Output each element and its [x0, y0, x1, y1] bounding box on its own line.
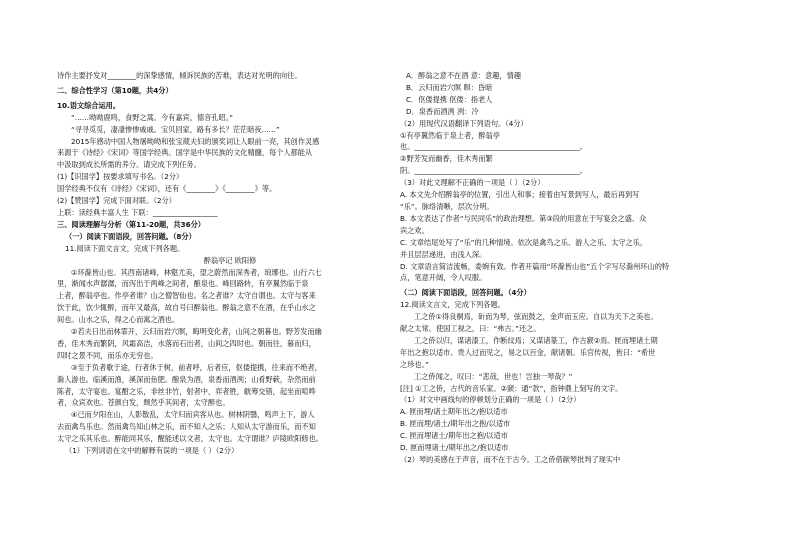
right-text-line: D. 匣而埋诸土/期年出之/抱以适市: [400, 443, 509, 453]
right-text-line: 宾之欢。: [400, 225, 429, 235]
right-text-line: 工之侨闻之，叹曰：“悲哉，世也！岂独一琴哉？”: [414, 371, 573, 381]
left-text-line: 国学经典不仅有《诗经》《宋词》，还有《________》《________》等。: [57, 184, 277, 194]
left-text-line: 里，渐闻水声潺潺，而泻出于两峰之间者，酿泉也。峰回路转，有亭翼然临于泉: [57, 279, 309, 289]
left-text-line: (1)【识国学】按要求填写书名。（2分）: [57, 172, 184, 182]
left-text-line: 间也。山水之乐，得之心而寓之酒也。: [57, 315, 180, 325]
right-text-line: 工之侨以归，谋诸漆工，作断纹焉；又谋诸篆工，作古窾②焉。匣而埋诸土期: [414, 335, 658, 345]
left-text-line: 二、综合性学习（第10题，共4分）: [57, 85, 173, 95]
left-text-line: 上联：读经典丰富人生 下联：__________________: [57, 207, 218, 217]
left-text-line: 上者，醉翁亭也。作亭者谁？山之僧智仙也。名之者谁？太守自谓也。太守与客来: [57, 291, 316, 301]
left-text-line: 去而禽鸟乐也。然而禽鸟知山林之乐，而不知人之乐；人知从太守游而乐，而不知: [57, 422, 316, 432]
right-text-line: （二）阅读下面语段，回答问题。（4分）: [400, 288, 531, 298]
right-text-line: 年出之抱以适市。贵人过而见之，易之以百金，献诸朝。乐官传视，皆曰：“希世: [400, 347, 656, 357]
right-text-line: 点，笔意开阔，令人叹服。: [400, 273, 487, 283]
right-text-line: ①有亭翼然临于泉上者，醉翁亭: [400, 130, 500, 140]
right-text-line: D．泉香而酒洌 洌：冷: [406, 106, 479, 116]
right-text-line: A. 本文先介绍醉翁亭的位置，引出人和事；接着由写景到写人，最后再到写: [400, 190, 640, 200]
right-text-line: C. 匣而埋诸土/期年出之抱/以适市: [400, 431, 508, 441]
right-text-line: 工之侨①得良桐焉，斫而为琴，弦而鼓之，金声而玉应。自以为天下之美也。: [414, 312, 658, 322]
left-text-line: 2015年感动中国人物屠呦呦和张宝葳夫妇的颁奖词让人眼前一亮，其创作灵感: [71, 136, 320, 146]
right-text-line: ②野芳发而幽香，佳木秀而繁: [400, 154, 493, 164]
right-text-line: （2）用现代汉语翻译下列语句。（4分）: [400, 118, 528, 128]
left-text-line: 来源于《诗经》《宋词》等国学经典。国学是中华民族的文化精髓，每个人都能从: [57, 148, 313, 158]
right-text-line: [注] ①工之侨，古代的音乐家。②窾：通“款”，指钟鼎上刻写的文字。: [400, 383, 623, 393]
right-text-line: B. 本文表达了作者“与民同乐”的政治理想。第③段的用意在于写宴会之盛、众: [400, 213, 647, 223]
right-text-line: A. 匣而埋/诸土期年出之/抱以适市: [400, 407, 508, 417]
left-text-line: 陈者，太守宴也。宴酣之乐，非丝非竹，射者中，弈者胜，觥筹交错，起坐而喧哗: [57, 386, 316, 396]
right-text-line: B．云归而岩穴暝 暝：昏暗: [406, 82, 493, 92]
left-text-line: 11.阅读下面文言文，完成下列各题。: [65, 243, 185, 253]
right-text-line: 12.阅读文言文，完成下列各题。: [400, 300, 505, 310]
left-text-line: 三、阅读理解与分析（第11-20题，共36分）: [57, 219, 205, 229]
left-text-line: 诗作主要抒发对________的深挚感情，倾诉民族的苦难，表达对光明的向往。: [57, 71, 302, 80]
right-text-line: C. 文章结尾处写了“乐”的几种情境。依次是禽鸟之乐、游人之乐、太守之乐，: [400, 237, 648, 247]
left-text-line: 四时之景不同，而乐亦无穷也。: [57, 350, 158, 360]
left-text-line: “寻寻觅觅，凄凄惨惨戚戚。宝贝回家，路有多长？茫茫暗夜……”: [71, 124, 280, 134]
right-text-line: 阴。______________________________________________。: [400, 166, 587, 176]
right-text-line: 也。______________________________________________。: [400, 142, 587, 152]
right-text-line: C．伛偻提携 伛偻：指老人: [406, 94, 493, 104]
left-text-line: “……呦呦鹿鸣，食野之蒿。今有嘉宾，德音孔昭。”: [71, 112, 233, 122]
left-text-line: 醉翁亭记 欧阳修: [203, 255, 257, 265]
right-text-line: A．醉翁之意不在酒 意：意趣，情趣: [406, 71, 522, 80]
right-text-line: （2）琴的美感在于声音，而不在于古今。工之侨借献琴批判了现实中: [400, 455, 621, 464]
right-text-line: 献之太常。使国工视之，曰：“弗古。”还之。: [400, 324, 541, 334]
left-text-line: ①环滁皆山也。其西南诸峰，林壑尤美，望之蔚然而深秀者，琅琊也。山行六七: [71, 267, 322, 277]
right-text-line: 之珍也。”: [400, 359, 429, 369]
right-text-line: B. 匣而埋/诸土/期年出之抱/以适市: [400, 419, 511, 429]
left-text-line: 饮于此，饮少辄醉，而年又最高，故自号曰醉翁也。醉翁之意不在酒，在乎山水之: [57, 303, 316, 313]
left-text-line: ④已而夕阳在山，人影散乱，太守归而宾客从也。树林阴翳，鸣声上下，游人: [71, 410, 315, 420]
left-text-line: 者，众宾欢也。苍颜白发，颓然乎其间者，太守醉也。: [57, 398, 230, 408]
left-text-line: 太守之乐其乐也。醉能同其乐，醒能述以文者，太守也。太守谓谁？庐陵欧阳修也。: [57, 434, 323, 444]
left-text-line: ③至于负者歌于途，行者休于树，前者呼，后者应，伛偻提携，往来而不绝者，: [71, 362, 322, 372]
left-text-line: 香，佳木秀而繁阴，风霜高洁，水落而石出者，山间之四时也。朝而往，暮而归，: [57, 338, 316, 348]
right-text-line: （1）对文中画线句的停顿划分正确的一项是（ ）（2分）: [400, 395, 581, 405]
left-text-line: 中汲取到成长所需的养分。请完成下列任务。: [57, 160, 201, 170]
right-column: [400, 70, 748, 466]
left-column: [57, 70, 403, 457]
left-text-line: 10.语文综合运用。: [57, 100, 121, 110]
left-text-line: （1）下列词语在文中的解释有误的一项是（ ）（2分）: [65, 446, 239, 456]
left-text-line: (2)【赞国学】完成下面对联。（2分）: [57, 196, 176, 206]
left-text-line: （一）阅读下面语段，回答问题。（8分）: [65, 231, 196, 241]
left-text-line: ②若夫日出而林霏开，云归而岩穴暝，晦明变化者，山间之朝暮也。野芳发而幽: [71, 327, 322, 337]
left-text-line: 滁人游也。临溪而渔，溪深而鱼肥。酿泉为酒，泉香而酒洌；山肴野蔌，杂然而前: [57, 374, 316, 384]
right-text-line: （3）对此文理解不正确的一项是（ ）（2分）: [400, 178, 545, 188]
right-text-line: D. 文章语言简洁流畅，委婉有致。作者开篇用“环滁皆山也”五个字写尽滁州环山的特: [400, 261, 670, 271]
right-text-line: “乐”。脉络清晰，层次分明。: [400, 201, 494, 211]
right-text-line: 并且层层递进，由浅入深。: [400, 249, 487, 259]
